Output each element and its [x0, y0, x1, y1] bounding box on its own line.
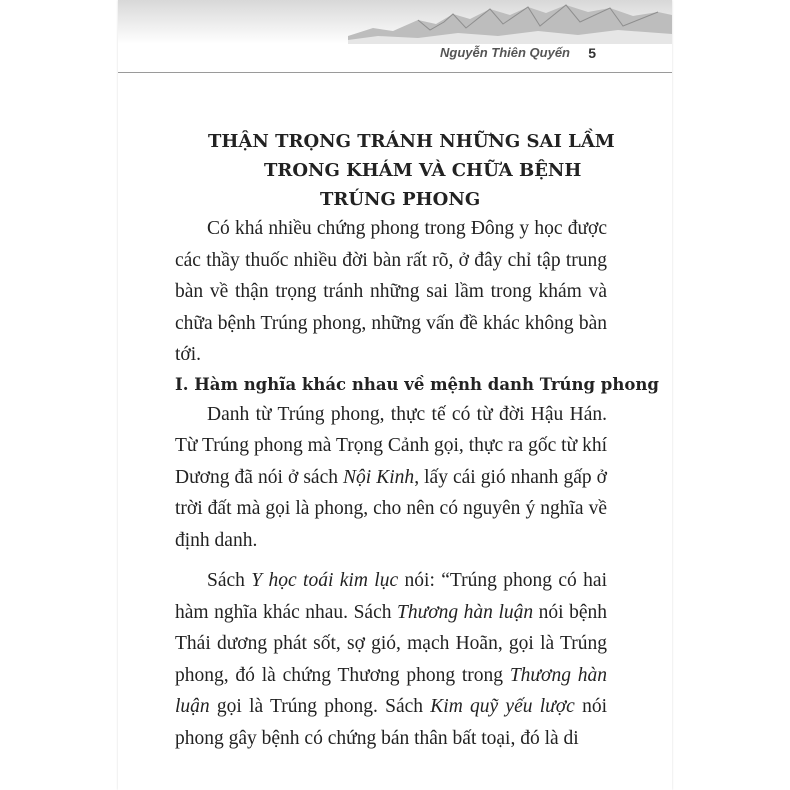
running-header-author: Nguyễn Thiên Quyến	[439, 45, 570, 60]
chapter-title-line-1: THẬN TRỌNG TRÁNH NHỮNG SAI LẦM	[208, 131, 615, 152]
page-number: 5	[588, 45, 596, 61]
body-text	[175, 213, 659, 754]
paragraph-2-book-title: Nội Kinh	[343, 466, 415, 488]
header-rule	[118, 72, 672, 73]
paragraph-3-text-c: nói: “Trúng phong có hai hàm nghĩa khác nhau. Sách	[175, 570, 607, 623]
paragraph-2-text-a: Danh từ Trúng phong, thực tế có từ đời Hậu Hán. Từ Trúng phong mà Trọng Cảnh gọi, thực ra gốc từ khí Dương đã nói ở sách	[175, 403, 607, 488]
paragraph-2	[175, 399, 607, 557]
paragraph-3-book-title-4: Kim quỹ yếu lược	[430, 696, 575, 717]
paragraph-3-text-e: nói bệnh Thái dương phát sốt, sợ gió, mạch Hoãn, gọi là Trúng phong, đó là chứng Thương phong trong	[175, 601, 607, 686]
paragraph-3-text-i: nói phong gây bệnh có chứng bán thân bất toại, đó là di	[175, 696, 608, 749]
section-heading: I. Hàm nghĩa khác nhau về mệnh danh Trúng phong	[175, 374, 659, 394]
paragraph-3-book-title-1: Y học toái kim lục	[251, 570, 399, 591]
paragraph-3-book-title-3: Thương hàn luận	[175, 664, 607, 717]
chapter-title	[208, 127, 615, 214]
book-page	[118, 0, 672, 790]
mountain-banner-image	[118, 0, 672, 44]
intro-paragraph: Có khá nhiều chứng phong trong Đông y học được các thầy thuốc nhiều đời bàn rất rõ, ở đây chỉ tập trung bàn về thận trọng tránh những sai lầm trong khám và chữa bệnh Trúng phong, những vấn đề khác không bàn tới.	[175, 218, 607, 365]
paragraph-2-text-c: , lấy cái gió nhanh gấp ở trời đất mà gọi là phong, cho nên có nguyên ý nghĩa về định danh.	[175, 466, 607, 551]
paragraph-3-text-a: Sách	[207, 570, 252, 591]
chapter-title-line-2: TRONG KHÁM VÀ CHỮA BỆNH	[264, 160, 582, 181]
paragraph-3-text-g: gọi là Trúng phong. Sách	[209, 696, 431, 717]
paragraph-3-book-title-2: Thương hàn luận	[397, 601, 534, 623]
paragraph-3	[175, 565, 607, 754]
chapter-title-line-3: TRÚNG PHONG	[320, 189, 481, 210]
